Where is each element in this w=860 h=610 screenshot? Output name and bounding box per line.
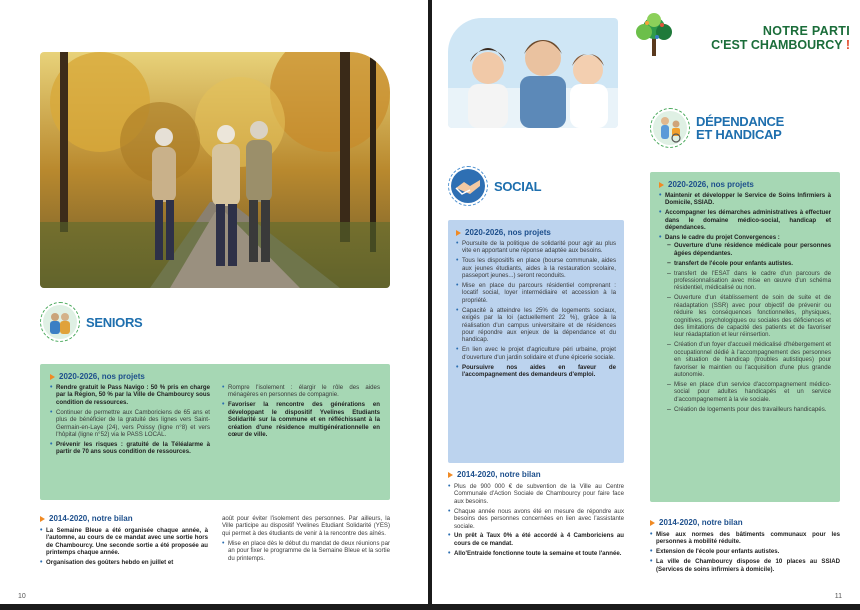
seniors-bilan-col1 [40,527,208,569]
social-projects-heading [456,228,616,237]
slogan-line2-text: C'EST CHAMBOURCY [711,38,843,52]
seniors-photo-illustration [40,52,390,288]
social-projects-title: 2020-2026, nos projets [465,228,551,237]
list-item: • En lien avec le projet d'agriculture péri urbaine, projet d'ouverture d'un jardin solidaire et d'une épicerie sociale. [456,346,616,361]
social-bilan-list [448,483,624,560]
social-header [448,166,541,206]
social-bilan-title: 2014-2020, notre bilan [457,470,541,479]
list-item: • Extension de l'école pour enfants autistes. [650,548,840,555]
list-item: – Mise en place d'un service d'accompagnement médico-social pour adultes handicapés et un service d'accompagnement à la vie sociale. [665,381,831,403]
dependance-bilan-list [650,531,840,576]
social-projects-list [456,240,616,378]
social-projects-box [448,220,624,463]
triangle-bullet-icon [50,374,55,380]
right-page [432,0,860,604]
list-item: • Poursuivre nos aides en faveur de l'accompagnement des demandeurs d'emploi. [456,364,616,379]
list-item: • Mise aux normes des bâtiments communaux pour les personnes à mobilité réduite. [650,531,840,546]
list-item: • Mise en place du parcours résidentiel comprenant : locatif social, loyer intermédiaire et accession à la propriété. [456,282,616,304]
dependance-title-line2: ET HANDICAP [696,127,782,142]
dependance-title-line1: DÉPENDANCE [696,114,785,129]
social-bilan-heading [448,470,541,479]
list-item: • Rompre l'isolement : élargir le rôle des aides ménagères en personnes de compagnie. [222,384,380,399]
seniors-bilan-title: 2014-2020, notre bilan [49,514,133,523]
page-number-left: 10 [18,593,26,600]
dependance-bilan-heading [650,518,743,527]
seniors-header [40,302,142,342]
seniors-projects-box [40,364,390,500]
dependance-projects-box [650,172,840,502]
handshake-icon [448,166,488,206]
list-item: • Mise en place dès le début du mandat de deux réunions par an pour fixer le programme de la Semaine Bleue et la sortie du printemps. [222,540,390,562]
dependance-bilan-title: 2014-2020, notre bilan [659,518,743,527]
triangle-bullet-icon [40,516,45,522]
convergences-label: Dans le cadre du projet Convergences : [665,234,780,242]
list-item: • Organisation des goûters hebdo en juillet et [40,559,208,566]
list-item: • Capacité à atteindre les 25% de logements sociaux, exigés par la loi (actuellement 22 %), grâce à la réalisation d'un campus universitaire et de résidences pour répondre aux enjeux de la dépendance et du handicap. [456,307,616,344]
seniors-bilan-heading [40,514,133,523]
list-item: • Continuer de permettre aux Camboriciens de 65 ans et plus de bénéficier de la gratuité des lignes vers Saint-Germain-en-Laye (24), vers Poissy (ligne n°8) et vers l'hôpital (ligne n°52) via le PASS LOCAL. [50,409,210,439]
family-photo-illustration [448,18,618,128]
social-title: SOCIAL [494,178,542,194]
seniors-photo [40,52,390,288]
list-item: – Création d'un foyer d'accueil médicalisé d'hébergement et occupationnel dédié à l'accompagnement des personnes en situation de handicap (troubles autistiques) pour favoriser le maintien ou l'acquisition d'une plus grande autonomie. [665,341,831,378]
list-item: – transfert de l'ESAT dans le cadre d'un parcours de professionnalisation avec mise en œuvre d'un schéma résidentiel, médicalisé ou non. [665,270,831,292]
seniors-projects-col1 [50,384,210,458]
slogan-exclamation: ! [845,38,850,52]
triangle-bullet-icon [659,182,664,188]
seniors-icon [40,302,80,342]
family-photo [448,18,618,128]
seniors-bilan-col2-list [222,540,390,562]
list-item: • Accompagner les démarches administratives à effectuer dans le domaine médico-social, handicap et dépendances. [659,209,831,231]
list-item: • La ville de Chambourcy dispose de 10 places au SSIAD (Services de soins infirmiers à domicile). [650,558,840,573]
seniors-projects-heading [50,372,380,381]
slogan [670,24,860,52]
seniors-projects-col2 [222,384,380,458]
page-number-right: 11 [834,593,842,600]
list-item: • Un prêt à Taux 0% a été accordé à 4 Camboriciens au cours de ce mandat. [448,532,624,547]
convergences-sublist [665,242,831,413]
dependance-title [696,115,784,141]
dependance-header [650,108,784,148]
list-item: • Allo'Entraide fonctionne toute la semaine et toute l'année. [448,550,624,557]
triangle-bullet-icon [456,230,461,236]
list-item [659,234,831,413]
caregiver-icon [650,108,690,148]
list-item: • Poursuite de la politique de solidarité pour agir au plus vite en apportant une réponse adaptée aux besoins. [456,240,616,255]
list-item: – Création de logements pour des travailleurs handicapés. [665,406,831,413]
left-page [0,0,428,604]
slogan-line2 [670,38,850,52]
list-item: • Rendre gratuit le Pass Navigo : 50 % pris en charge par la Région, 50 % par la Ville de Chambourcy sous condition de ressources. [50,384,210,406]
list-item: • Favoriser la rencontre des générations en développant le dispositif Yvelines Etudiants Solidarité sur la commune et en réfléchissant à la création d'une résidence multigénérationnelle en cœur de ville. [222,401,380,438]
list-item: • Chaque année nous avons été en mesure de répondre aux besoins des personnes concernées en lien avec l'assistante sociale. [448,508,624,530]
seniors-bilan-col2 [222,515,390,564]
list-item: • Tous les dispositifs en place (bourse communale, aides aux jeunes étudiants, aides à la restauration scolaire, passeport jeunes...) seront reconduits. [456,257,616,279]
dependance-projects-list [659,192,831,413]
dependance-projects-heading [659,180,831,189]
triangle-bullet-icon [448,472,453,478]
list-item: – Ouverture d'une résidence médicale pour personnes âgées dépendantes. [665,242,831,257]
list-item: – transfert de l'école pour enfants autistes. [665,260,831,267]
seniors-title: SENIORS [86,314,143,330]
list-item: • La Semaine Bleue a été organisée chaque année, à l'automne, au cours de ce mandat avec une sortie hors de Chambourcy. Une seconde sortie a été proposée au printemps chaque année. [40,527,208,557]
triangle-bullet-icon [650,520,655,526]
list-item: – Ouverture d'un établissement de soin de suite et de réadaptation (SSR) avec pour objectif de prévenir ou réduire les conséquences fonctionnelles, physiques, cognitives, psychologiques ou sociales des déficiences et des limitations de capacité des patients et de favoriser leur réadaptation et leur réinsertion. [665,294,831,338]
dependance-projects-title: 2020-2026, nos projets [668,180,754,189]
seniors-projects-title: 2020-2026, nos projets [59,372,145,381]
list-item: • Maintenir et développer le Service de Soins Infirmiers à Domicile, SSIAD. [659,192,831,207]
slogan-line1: NOTRE PARTI [762,24,850,38]
list-item: • Prévenir les risques : gratuité de la Téléalarme à partir de 70 ans sous condition de ressources. [50,441,210,456]
seniors-bilan-continuation: août pour éviter l'isolement des personnes. Par ailleurs, la Ville participe au dispositif Yvelines Etudiant Solidarité (YES) qui permet à des étudiants de venir à la rencontre des aînés. [222,515,390,537]
list-item: • Plus de 900 000 € de subvention de la Ville au Centre Communale d'Action Sociale de Chambourcy pour faire face aux besoins. [448,483,624,505]
